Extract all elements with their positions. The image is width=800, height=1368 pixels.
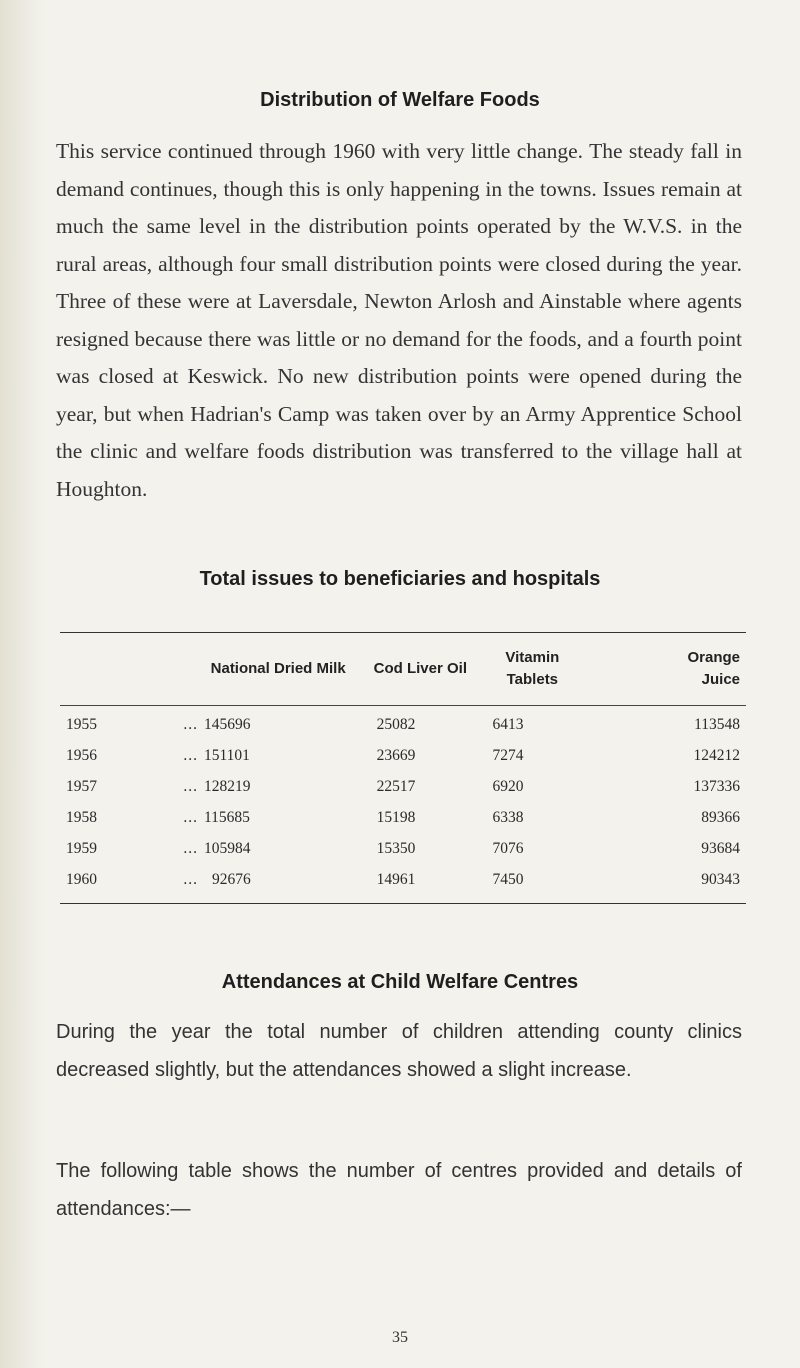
issues-table [60, 632, 746, 904]
table-row: 1958 ... 115685 15198 6338 89366 [66, 808, 740, 826]
welfare-foods-paragraph: This service continued through 1960 with very little change. The steady fall in demand continues, though this is only happening in the towns. Issues remain at much the same level in the distribution points operated by the W.V.S. in the rural areas, although four small distribution points were closed during the year. Three of these were at Laversdale, Newton Arlosh and Ainstable where agents resigned because there was little or no demand for the foods, and a fourth point was closed at Keswick. No new distribution points were opened during the year, but when Hadrian's Camp was taken over by an Army Apprentice School the clinic and welfare foods distribution was transferred to the village hall at Houghton. [56, 139, 742, 501]
table-title: Total issues to beneficiaries and hospitals [199, 568, 601, 590]
table-row: 1960 ... 92676 14961 7450 90343 [66, 870, 740, 888]
table-header-rule [60, 705, 746, 706]
table-header-row [60, 633, 746, 699]
table-row: 1956 ... 151101 23669 7274 124212 [66, 746, 740, 764]
page-number: 35 [392, 1329, 408, 1346]
header-orange-juice: Orange Juice [687, 649, 740, 688]
table-row: 1955 ... 145696 25082 6413 113548 [66, 715, 740, 733]
header-vitamin-tablets: Vitamin Tablets [505, 649, 560, 688]
section-title-welfare-foods: Distribution of Welfare Foods [260, 89, 540, 111]
section-title-child-welfare: Attendances at Child Welfare Centres [221, 971, 579, 993]
table-row: 1959 ... 105984 15350 7076 93684 [66, 839, 740, 857]
header-national-dried-milk: National Dried Milk [210, 660, 346, 677]
child-welfare-paragraph-2: The following table shows the number of centres provided and details of attendances:— [56, 1160, 742, 1220]
table-bottom-rule [60, 903, 746, 904]
child-welfare-paragraph-1: During the year the total number of children attending county clinics decreased slightly, but the attendances showed a slight increase. [56, 1021, 742, 1081]
header-cod-liver-oil: Cod Liver Oil [373, 660, 467, 677]
table-row: 1957 ... 128219 22517 6920 137336 [66, 777, 740, 795]
